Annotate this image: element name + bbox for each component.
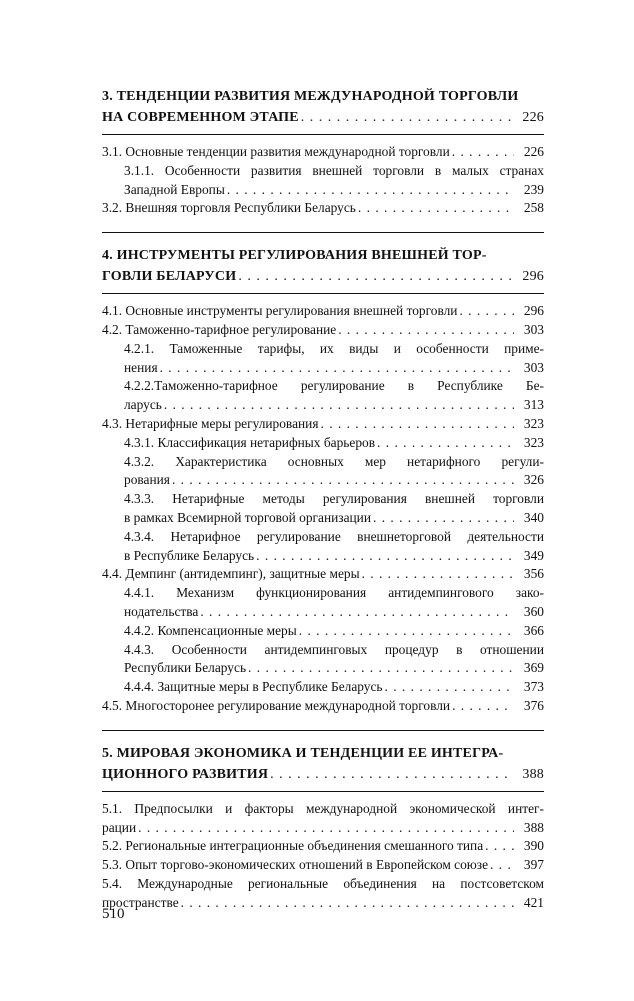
- toc-entry-5-4: [102, 875, 544, 913]
- toc-entry-5-1: [102, 800, 544, 838]
- entry-title: 4.3. Нетарифные меры регулирования: [102, 415, 319, 431]
- entry-title: 4.4.1. Механизм функционирования антидемпингового зако-: [124, 585, 544, 601]
- leader-dots: [485, 837, 514, 856]
- page-number: 510: [102, 906, 125, 922]
- entry-title: 4.3.2. Характеристика основных мер нетарифного регули-: [124, 453, 544, 469]
- page-ref: 326: [523, 472, 544, 488]
- entry-title: 5.2. Региональные интеграционные объединения смешанного типа: [102, 838, 484, 854]
- page-ref: 313: [523, 397, 544, 413]
- leader-dots: [385, 678, 514, 697]
- page-ref: 349: [523, 547, 544, 563]
- chapter-title-line: 5. МИРОВАЯ ЭКОНОМИКА И ТЕНДЕНЦИИ ЕЕ ИНТЕГРА-: [102, 745, 504, 761]
- leader-dots: [138, 819, 514, 838]
- entry-title: в Республике Беларусь: [124, 547, 255, 563]
- page-ref: 303: [523, 321, 544, 337]
- toc-entry-4-4-2: [102, 622, 544, 641]
- leader-dots: [452, 697, 514, 716]
- entry-title: в рамках Всемирной торговой организации: [124, 509, 372, 525]
- page-ref: 366: [523, 622, 544, 638]
- toc-entry-4-3-3: [102, 490, 544, 528]
- leader-dots: [362, 565, 514, 584]
- toc-entry-4-3-4: [102, 528, 544, 566]
- page-ref: 340: [523, 509, 544, 525]
- toc-entry-4-3-2: [102, 453, 544, 491]
- entry-title: 4.4.3. Особенности антидемпинговых процедур в отношении: [124, 641, 544, 657]
- toc-entry-5-2: [102, 837, 544, 856]
- page-ref: 226: [523, 144, 544, 159]
- chapter-5-heading: [102, 743, 544, 785]
- entry-title: Западной Европы: [124, 181, 225, 197]
- leader-dots: [377, 434, 514, 453]
- entry-title: 3.1.1. Особенности развития внешней торговли в малых странах: [124, 162, 544, 178]
- chapter-4-heading: [102, 245, 544, 287]
- page-ref: 388: [522, 766, 544, 782]
- toc-entry-4-4-4: [102, 678, 544, 697]
- leader-dots: [200, 603, 514, 622]
- entry-title: 3.2. Внешняя торговля Республики Беларусь: [102, 200, 356, 216]
- page-ref: 296: [522, 269, 544, 285]
- entry-title: 4.5. Многосторонее регулирование международной торговли: [102, 697, 451, 713]
- entry-title: 4.4. Демпинг (антидемпинг), защитные меры: [102, 566, 360, 582]
- chapter-3-heading: [102, 86, 544, 128]
- page-ref: 397: [523, 857, 544, 873]
- page-ref: 258: [523, 200, 544, 216]
- page-ref: 376: [523, 697, 544, 713]
- entry-title: ларусь: [124, 397, 162, 413]
- table-of-contents: [102, 86, 544, 913]
- leader-dots: [248, 659, 514, 678]
- leader-dots: [301, 107, 514, 128]
- leader-dots: [181, 894, 514, 913]
- entry-title: рования: [124, 472, 170, 488]
- toc-entry-4-2: [102, 321, 544, 340]
- entry-title: 4.2.2.Таможенно-тарифное регулирование в Республике Бе-: [124, 378, 544, 394]
- toc-entry-4-4-3: [102, 641, 544, 679]
- page-ref: 239: [523, 181, 544, 197]
- toc-entry-4-4: [102, 565, 544, 584]
- chapter-title-line: ЦИОННОГО РАЗВИТИЯ: [102, 766, 269, 782]
- entry-title: 4.2. Таможенно-тарифное регулирование: [102, 321, 337, 337]
- chapter-title-line: НА СОВРЕМЕННОМ ЭТАПЕ: [102, 110, 299, 125]
- page-ref: 390: [523, 838, 544, 854]
- toc-entry-3-1: [102, 143, 544, 162]
- page-ref: 356: [523, 566, 544, 582]
- entry-title: 5.4. Международные региональные объединения на постсоветском: [102, 875, 544, 891]
- toc-entry-5-3: [102, 856, 544, 875]
- entry-title: 4.4.4. Защитные меры в Республике Беларусь: [124, 679, 383, 695]
- chapter-title-line: 4. ИНСТРУМЕНТЫ РЕГУЛИРОВАНИЯ ВНЕШНЕЙ ТОР-: [102, 248, 487, 264]
- entry-title: 3.1. Основные тенденции развития международной торговли: [102, 144, 450, 159]
- leader-dots: [452, 143, 514, 162]
- page-ref: 226: [522, 110, 544, 125]
- leader-dots: [227, 181, 514, 200]
- entry-title: 4.3.3. Нетарифные методы регулирования внешней торговли: [124, 491, 544, 507]
- page-ref: 296: [523, 303, 544, 319]
- leader-dots: [338, 321, 514, 340]
- entry-title: 5.3. Опыт торгово-экономических отношений в Европейском союзе: [102, 857, 489, 873]
- leader-dots: [490, 856, 514, 875]
- entry-title: пространстве: [102, 894, 179, 910]
- page-ref: 373: [523, 679, 544, 695]
- leader-dots: [321, 415, 514, 434]
- entry-title: 4.2.1. Таможенные тарифы, их виды и особенности приме-: [124, 340, 544, 356]
- entry-title: Республики Беларусь: [124, 660, 247, 676]
- leader-dots: [160, 359, 514, 378]
- toc-entry-3-2: [102, 199, 544, 218]
- page-ref: 421: [523, 894, 544, 910]
- entry-title: 4.4.2. Компенсационные меры: [124, 622, 297, 638]
- leader-dots: [299, 622, 514, 641]
- entry-title: рации: [102, 819, 137, 835]
- toc-entry-4-1: [102, 302, 544, 321]
- page-ref: 360: [523, 603, 544, 619]
- page-ref: 323: [523, 434, 544, 450]
- leader-dots: [238, 266, 514, 287]
- toc-entry-4-4-1: [102, 584, 544, 622]
- toc-entry-4-2-2: [102, 377, 544, 415]
- toc-entry-3-1-1: [102, 162, 544, 200]
- toc-entry-4-5: [102, 697, 544, 716]
- leader-dots: [172, 471, 514, 490]
- page-ref: 388: [523, 819, 544, 835]
- entry-title: 5.1. Предпосылки и факторы международной экономической интег-: [102, 800, 544, 816]
- entry-title: нения: [124, 359, 158, 375]
- page-ref: 303: [523, 359, 544, 375]
- chapter-title-line: 3. ТЕНДЕНЦИИ РАЗВИТИЯ МЕЖДУНАРОДНОЙ ТОРГОВЛИ: [102, 89, 519, 104]
- entry-title: 4.1. Основные инструменты регулирования внешней торговли: [102, 303, 458, 319]
- leader-dots: [256, 547, 514, 566]
- leader-dots: [164, 396, 514, 415]
- entry-title: 4.3.4. Нетарифное регулирование внешнеторговой деятельности: [124, 528, 544, 544]
- toc-entry-4-3-1: [102, 434, 544, 453]
- entry-title: 4.3.1. Классификация нетарифных барьеров: [124, 434, 376, 450]
- leader-dots: [358, 199, 514, 218]
- leader-dots: [373, 509, 514, 528]
- entry-title: нодательства: [124, 603, 199, 619]
- page-ref: 323: [523, 415, 544, 431]
- chapter-title-line: ГОВЛИ БЕЛАРУСИ: [102, 269, 237, 285]
- leader-dots: [270, 764, 514, 785]
- page-ref: 369: [523, 660, 544, 676]
- leader-dots: [459, 302, 514, 321]
- toc-entry-4-2-1: [102, 340, 544, 378]
- toc-entry-4-3: [102, 415, 544, 434]
